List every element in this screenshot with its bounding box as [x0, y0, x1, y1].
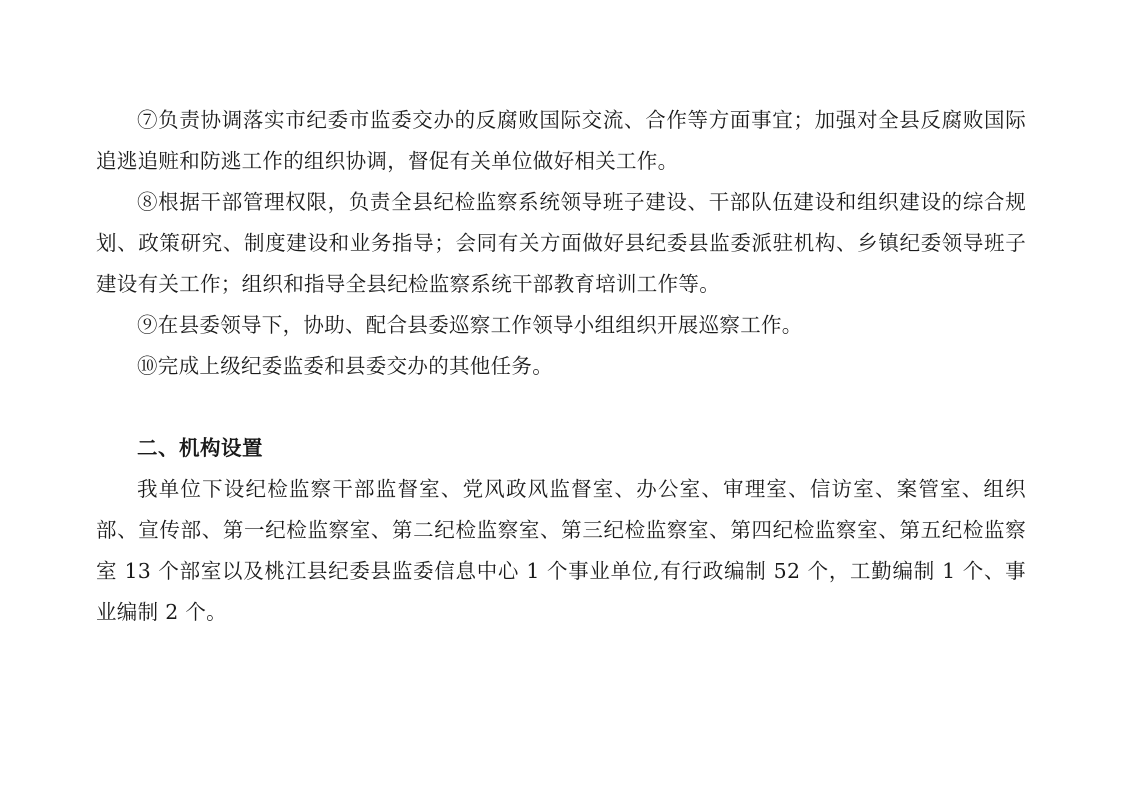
section-heading: 二、机构设置: [137, 436, 263, 460]
paragraph-item-7: ⑦负责协调落实市纪委市监委交办的反腐败国际交流、合作等方面事宜；加强对全县反腐败国际追逃追赃和防逃工作的组织协调，督促有关单位做好相关工作。: [96, 108, 1026, 173]
section-body-paragraph: 我单位下设纪检监察干部监督室、党风政风监督室、办公室、审理室、信访室、案管室、组织部、宣传部、第一纪检监察室、第二纪检监察室、第三纪检监察室、第四纪检监察室、第五纪检监察室 13 个部室以及桃江县纪委县监委信息中心 1 个事业单位,有行政编制 52 个，工勤编制 1 个、事业编制 2 个。: [96, 477, 1026, 624]
section-spacer: [96, 387, 1026, 428]
paragraph-item-10: ⑩完成上级纪委监委和县委交办的其他任务。: [137, 354, 553, 378]
paragraph-item-9: ⑨在县委领导下，协助、配合县委巡察工作领导小组组织开展巡察工作。: [137, 313, 803, 337]
paragraph-item-8: ⑧根据干部管理权限，负责全县纪检监察系统领导班子建设、干部队伍建设和组织建设的综合规划、政策研究、制度建设和业务指导；会同有关方面做好县纪委县监委派驻机构、乡镇纪委领导班子建设有关工作；组织和指导全县纪检监察系统干部教育培训工作等。: [96, 190, 1026, 296]
document-content: [96, 100, 1026, 633]
